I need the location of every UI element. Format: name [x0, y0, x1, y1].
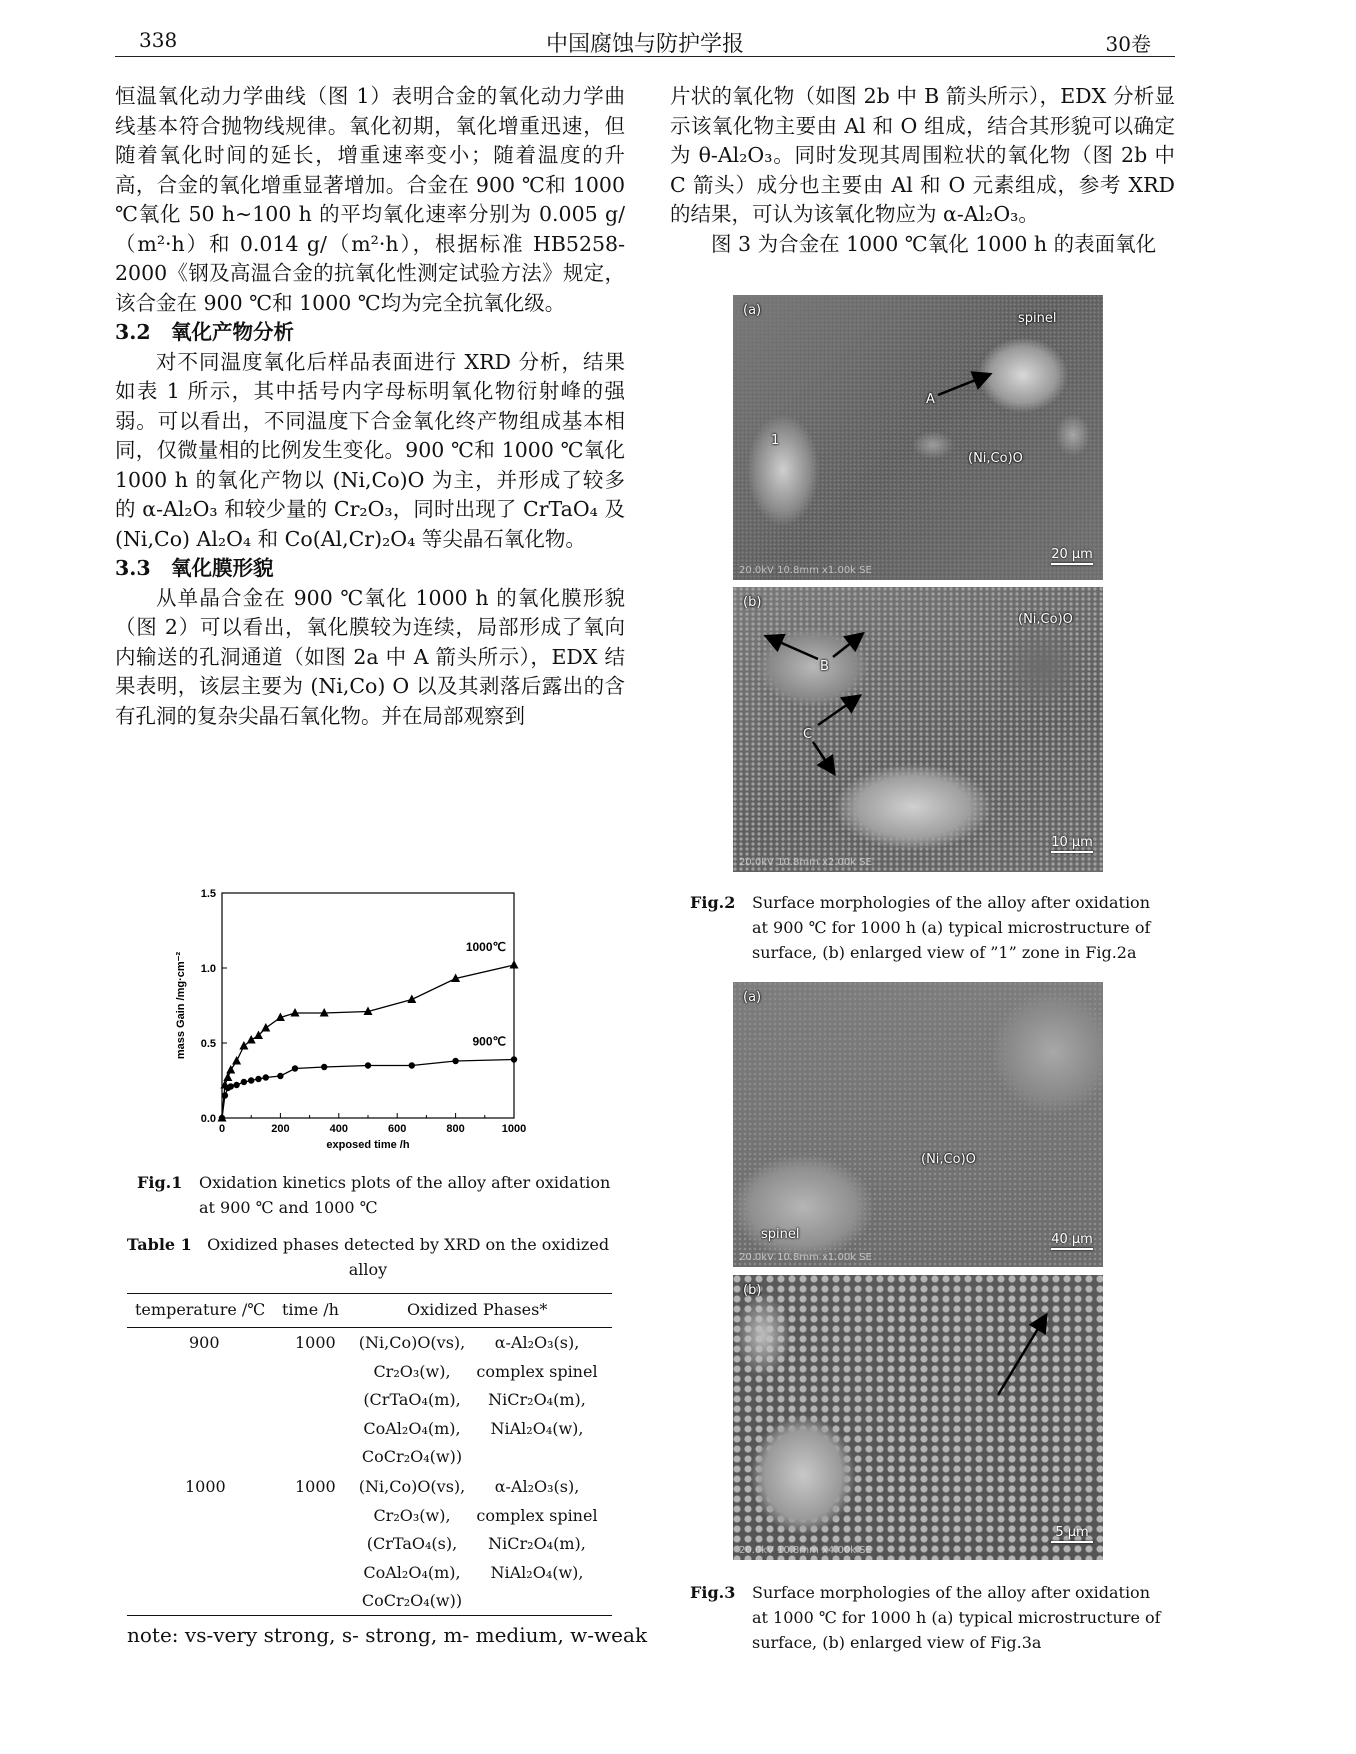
panel-tag: (a) — [743, 990, 762, 1005]
table-label: Table 1 — [126, 1235, 192, 1254]
label-B: B — [820, 659, 829, 674]
table-cell-temp: 900 — [189, 1333, 220, 1352]
section-heading-3-2 — [115, 318, 625, 348]
y-axis-label: mass Gain /mg·cm⁻² — [175, 951, 187, 1060]
data-point — [263, 1074, 269, 1080]
table-rule — [127, 1293, 612, 1294]
data-point — [222, 1092, 228, 1098]
label-A: A — [926, 392, 935, 407]
data-point — [452, 1058, 458, 1064]
fig3b-micrograph — [733, 1275, 1103, 1560]
table-cell-temp: 1000 — [185, 1477, 226, 1496]
data-point — [228, 1083, 234, 1089]
figure-label: Fig.2 — [690, 893, 736, 912]
phase-item: CoCr₂O₄(w)) — [361, 1591, 463, 1610]
label-nico: (Ni,Co)O — [968, 451, 1023, 466]
x-tick-label: 600 — [388, 1123, 407, 1135]
arrow-A — [938, 375, 988, 395]
arrow-B1 — [768, 637, 818, 659]
data-point — [232, 1056, 241, 1065]
section-title: 氧化膜形貌 — [171, 556, 274, 580]
paragraph: 对不同温度氧化后样品表面进行 XRD 分析，结果如表 1 所示，其中括号内字母标明氧化物衍射峰的强弱。可以看出，不同温度下合金氧化终产物组成基本相同，仅微量相的比例发生变化。900 ℃和 1000 ℃氧化 1000 h 的氧化产物以 (Ni,Co)O 为主，并形成了较多的 α-Al₂O₃ 和较少量的 Cr₂O₃，同时出现了 CrTaO₄ 及 (Ni,Co) Al₂O₄ 和 Co(Al,Cr)₂O₄ 等尖晶石氧化物。 — [115, 349, 625, 551]
paragraph: 图 3 为合金在 1000 ℃氧化 1000 h 的表面氧化 — [711, 231, 1157, 256]
section-title: 氧化产物分析 — [171, 320, 294, 344]
series-label: 900℃ — [472, 1034, 506, 1049]
sem-info: 20.0kV 10.8mm x4.00k SE — [739, 1545, 872, 1556]
series-line — [222, 965, 514, 1118]
figure-caption-text: Surface morphologies of the alloy after oxidation at 900 ℃ for 1000 h (a) typical microstructure of surface, (b) enlarged view of ”1” zone in Fig.2a — [752, 893, 1151, 962]
scale-bar-text: 40 μm — [1051, 1232, 1093, 1247]
table-note: note: vs-very strong, s- strong, m- medium, w-weak — [127, 1623, 648, 1647]
table-cell-phases — [357, 1473, 467, 1616]
sem-info: 20.0kV 10.8mm x1.00k SE — [739, 565, 872, 576]
arrow — [998, 1317, 1045, 1395]
y-tick-label: 0.5 — [200, 1038, 216, 1050]
data-point — [510, 960, 519, 969]
phase-item: Cr₂O₃(w), — [373, 1505, 451, 1525]
data-point — [255, 1076, 261, 1082]
section-number: 3.3 — [115, 556, 151, 580]
phase-item: α-Al₂O₃(s), — [494, 1477, 580, 1496]
paragraph: 从单晶合金在 900 ℃氧化 1000 h 的氧化膜形貌（图 2）可以看出，氧化膜较为连续，局部形成了氧向内输送的孔洞通道（如图 2a 中 A 箭头所示），EDX 结果表明，该层主要为 (Ni,Co) O 以及其剥落后露出的含有孔洞的复杂尖晶石氧化物。并在局部观察到 — [115, 585, 625, 728]
paragraph: 恒温氧化动力学曲线（图 1）表明合金的氧化动力学曲线基本符合抛物线规律。氧化初期，氧化增重迅速，但随着氧化时间的延长，增重速率变小；随着温度的升高，合金的氧化增重显著增加。合金在 900 ℃和 1000 ℃氧化 50 h∼100 h 的平均氧化速率分别为 0.005 g/（m²·h）和 0.014 g/（m²·h），根据标准 HB5258-2000《钢及高温合金的抗氧化性测定试验方法》规定，该合金在 900 ℃和 1000 ℃均为完全抗氧化级。 — [115, 84, 625, 315]
phase-item: (CrTaO₄(m), — [363, 1390, 461, 1409]
label-1: 1 — [771, 433, 780, 448]
phase-item: Cr₂O₃(w), — [373, 1361, 451, 1381]
fig3-caption — [690, 1580, 1165, 1655]
figure-caption-text: Oxidation kinetics plots of the alloy after oxidation at 900 ℃ and 1000 ℃ — [199, 1173, 611, 1217]
label-C: C — [803, 727, 813, 742]
arrow-annotations — [733, 587, 1103, 872]
label-nico: (Ni,Co)O — [921, 1152, 976, 1167]
phase-item: CoCr₂O₄(w)) — [361, 1447, 463, 1466]
table-header: Oxidized Phases* — [407, 1300, 548, 1319]
figure-caption-text: Surface morphologies of the alloy after oxidation at 1000 ℃ for 1000 h (a) typical microstructure of surface, (b) enlarged view of Fig.3a — [752, 1583, 1161, 1652]
fig3a-micrograph — [733, 982, 1103, 1267]
oxidation-kinetics-chart — [170, 885, 540, 1170]
data-point — [223, 1073, 232, 1082]
arrow-C2 — [813, 742, 833, 772]
y-tick-label: 1.5 — [200, 888, 216, 900]
label-spinel: spinel — [761, 1227, 800, 1242]
arrow-B2 — [833, 635, 861, 657]
label-nico: (Ni,Co)O — [1018, 612, 1073, 627]
panel-tag: (a) — [743, 303, 762, 318]
fig2b-micrograph — [733, 587, 1103, 872]
figure-label: Fig.1 — [137, 1173, 183, 1192]
journal-title: 中国腐蚀与防护学报 — [545, 32, 744, 57]
sem-info: 20.0kV 10.8mm x2.00k SE — [739, 857, 872, 868]
data-point — [407, 995, 416, 1004]
phase-item: complex spinel — [476, 1505, 598, 1525]
phase-item: (Ni,Co)O(vs), — [358, 1333, 466, 1352]
data-point — [511, 1056, 517, 1062]
x-axis-label: exposed time /h — [326, 1139, 410, 1151]
x-tick-label: 800 — [446, 1123, 465, 1135]
data-point — [321, 1064, 327, 1070]
arrow-C1 — [818, 697, 858, 725]
x-tick-label: 0 — [218, 1123, 226, 1135]
table-rule — [127, 1615, 612, 1616]
right-column — [670, 82, 1175, 259]
section-heading-3-3 — [115, 554, 625, 584]
page-header — [115, 22, 1175, 57]
fig2a-micrograph — [733, 295, 1103, 580]
data-point — [365, 1062, 371, 1068]
table-cell-time: 1000 — [295, 1333, 336, 1352]
volume-label: 30卷 — [1105, 32, 1151, 56]
phase-item: (CrTaO₄(s), — [366, 1534, 458, 1553]
section-number: 3.2 — [115, 320, 151, 344]
x-tick-label: 200 — [271, 1123, 290, 1135]
data-point — [261, 1023, 270, 1032]
arrow-annotations — [733, 1275, 1103, 1560]
data-point — [291, 1008, 300, 1017]
phase-item: NiAl₂O₄(w), — [490, 1418, 584, 1438]
x-tick-label: 1000 — [501, 1123, 527, 1135]
left-column — [115, 82, 625, 731]
phase-item: NiAl₂O₄(w), — [490, 1562, 584, 1582]
panel-tag: (b) — [743, 1283, 762, 1298]
data-point — [233, 1082, 239, 1088]
sem-info: 20.0kV 10.8mm x1.00k SE — [739, 1252, 872, 1263]
table-cell-phases — [472, 1329, 602, 1443]
table-cell-time: 1000 — [295, 1477, 336, 1496]
paragraph: 片状的氧化物（如图 2b 中 B 箭头所示），EDX 分析显示该氧化物主要由 Al 和 O 组成，结合其形貌可以确定为 θ-Al₂O₃。同时发现其周围粒状的氧化物（图 2b 中 C 箭头）成分也主要由 Al 和 O 元素组成，参考 XRD 的结果，可认为该氧化物应为 α-Al₂O₃。 — [670, 84, 1175, 226]
plot-frame — [222, 893, 514, 1118]
fig1-caption — [137, 1170, 617, 1220]
page-number: 338 — [139, 28, 178, 52]
phase-item: α-Al₂O₃(s), — [494, 1333, 580, 1352]
label-spinel: spinel — [1018, 311, 1057, 326]
data-point — [248, 1077, 254, 1083]
data-point — [277, 1073, 283, 1079]
series-label: 1000℃ — [465, 940, 506, 954]
y-tick-label: 1.0 — [200, 963, 216, 975]
x-tick-label: 400 — [329, 1123, 348, 1135]
fig2-caption — [690, 890, 1165, 965]
table-header: time /h — [282, 1300, 339, 1319]
table-cell-phases — [472, 1473, 602, 1587]
table-cell-phases — [357, 1329, 467, 1472]
table-header: temperature /℃ — [135, 1300, 266, 1319]
phase-item: NiCr₂O₄(m), — [488, 1390, 586, 1409]
phase-item: CoAl₂O₄(m), — [363, 1562, 461, 1582]
data-point — [239, 1041, 248, 1050]
phase-item: NiCr₂O₄(m), — [488, 1534, 586, 1553]
figure-label: Fig.3 — [690, 1583, 736, 1602]
scale-bar — [1051, 1232, 1093, 1250]
table-caption-text: Oxidized phases detected by XRD on the oxidized alloy — [207, 1235, 610, 1279]
scale-bar-text: 10 μm — [1051, 835, 1093, 850]
scale-bar-text: 5 μm — [1055, 1525, 1089, 1540]
data-point — [247, 1035, 256, 1044]
scale-bar-text: 20 μm — [1051, 547, 1093, 562]
phase-item: (Ni,Co)O(vs), — [358, 1477, 466, 1496]
table-title — [118, 1232, 618, 1282]
data-point — [409, 1062, 415, 1068]
y-tick-label: 0.0 — [200, 1113, 216, 1125]
phase-item: CoAl₂O₄(m), — [363, 1418, 461, 1438]
data-point — [219, 1115, 225, 1121]
arrow-annotations — [733, 295, 1103, 580]
panel-tag: (b) — [743, 595, 762, 610]
data-point — [292, 1065, 298, 1071]
phase-item: complex spinel — [476, 1361, 598, 1381]
table-rule — [127, 1327, 612, 1328]
data-point — [241, 1079, 247, 1085]
